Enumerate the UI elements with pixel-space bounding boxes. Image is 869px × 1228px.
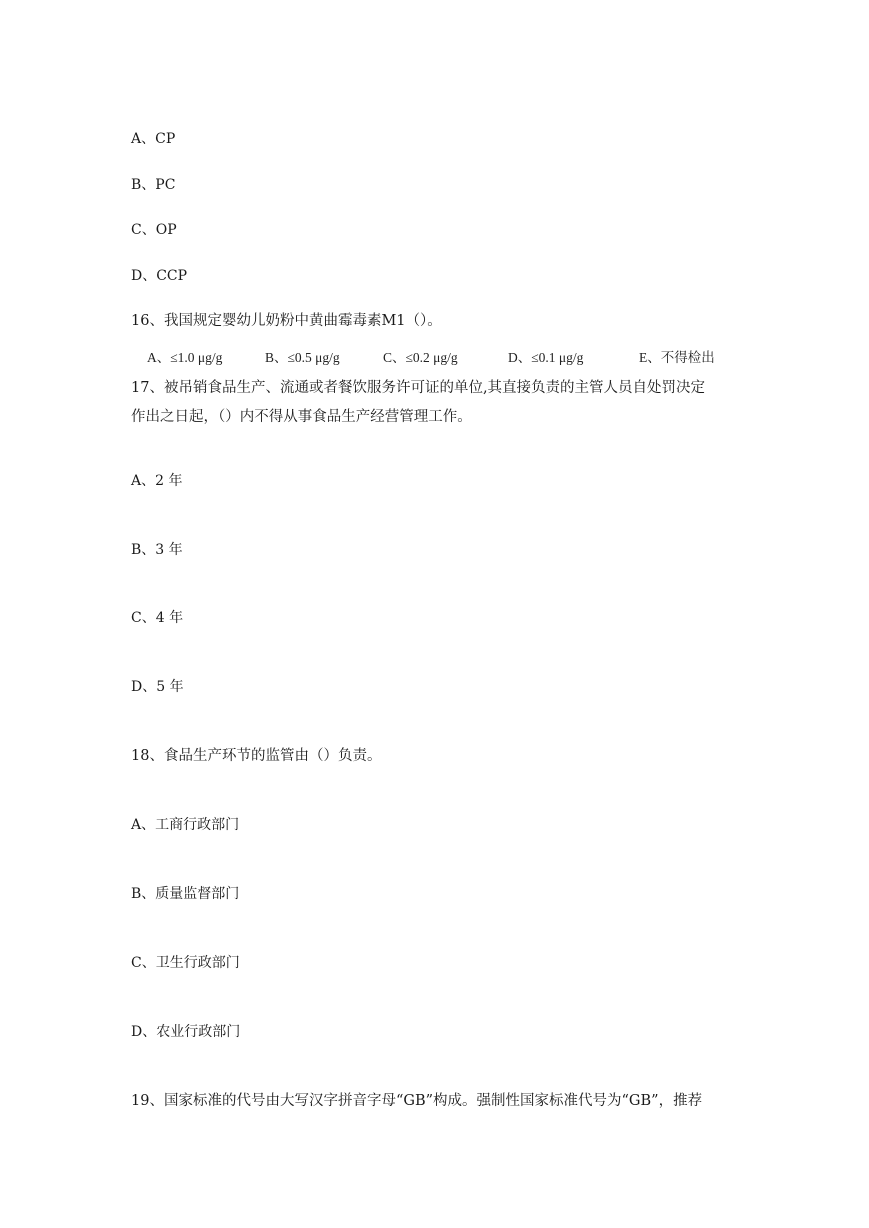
q18-option-a: A、工商行政部门	[131, 817, 240, 833]
q17-option-d: D、5 年	[131, 679, 184, 695]
q18-option-d: D、农业行政部门	[131, 1024, 241, 1040]
q17-option-a: A、2 年	[131, 473, 183, 489]
q16-option-e: E、不得检出	[639, 350, 715, 365]
q16-question: 16、我国规定婴幼儿奶粉中黄曲霉毒素M1（）。	[131, 313, 442, 329]
q18-question: 18、食品生产环节的监管由（）负责。	[131, 748, 382, 764]
q16-option-a: A、≤1.0 μg/g	[147, 350, 223, 365]
q18-option-c: C、卫生行政部门	[131, 955, 240, 971]
q17-option-b: B、3 年	[131, 542, 183, 558]
q15-option-a: A、CP	[131, 131, 176, 147]
q16-option-b: B、≤0.5 μg/g	[265, 350, 340, 365]
q17-question-line1: 17、被吊销食品生产、流通或者餐饮服务许可证的单位,其直接负责的主管人员自处罚决定	[131, 380, 706, 396]
q18-option-b: B、质量监督部门	[131, 886, 240, 902]
q16-option-d: D、≤0.1 μg/g	[508, 350, 584, 365]
q15-option-b: B、PC	[131, 177, 176, 193]
q17-option-c: C、4 年	[131, 610, 184, 626]
q19-question: 19、国家标准的代号由大写汉字拼音字母“GB”构成。强制性国家标准代号为“GB”，推荐	[131, 1093, 703, 1109]
q16-option-c: C、≤0.2 μg/g	[383, 350, 458, 365]
q15-option-c: C、OP	[131, 222, 177, 238]
q17-question-line2: 作出之日起，（）内不得从事食品生产经营管理工作。	[131, 409, 472, 425]
q15-option-d: D、CCP	[131, 268, 188, 284]
